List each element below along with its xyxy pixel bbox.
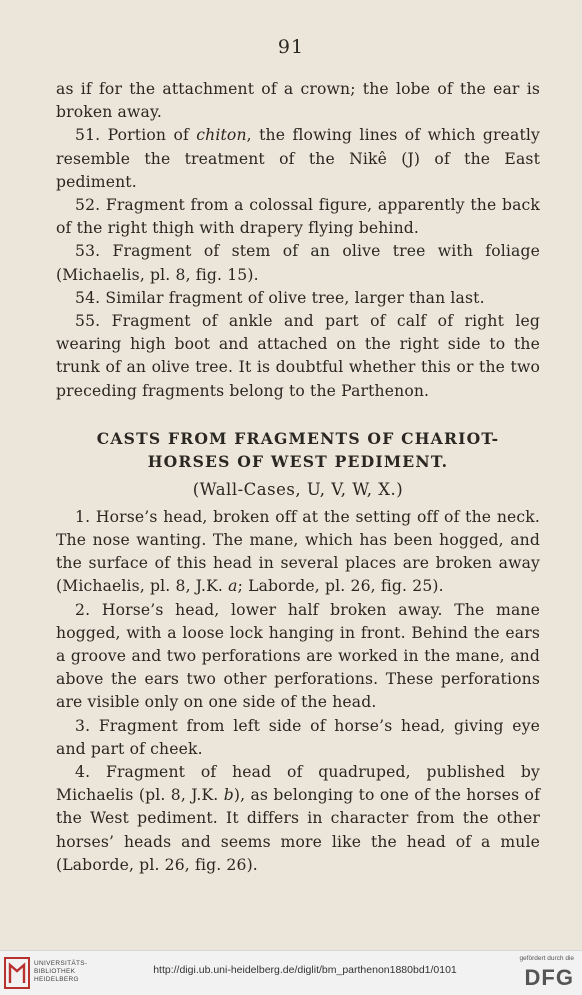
logo-line-1: UNIVERSITÄTS- bbox=[34, 960, 88, 967]
viewer-footer bbox=[0, 950, 582, 995]
paragraph-item-1 bbox=[56, 506, 540, 599]
paragraph-item-2: 2. Horse’s head, lower half broken away. The mane hogged, with a loose lock hanging in front. Behind the ears a groove and two perforations are worked in the mane, and above the ears two other perforations. These perforations are visible only on one side of the head. bbox=[56, 600, 540, 712]
paragraph-item-51 bbox=[56, 124, 540, 194]
library-logo-text bbox=[34, 960, 87, 984]
university-library-logo-icon bbox=[4, 957, 30, 989]
section-subheading: (Wall-Cases, U, V, W, X.) bbox=[192, 479, 404, 499]
dfg-logo: DFG bbox=[524, 965, 574, 990]
paragraph-item-53: 53. Fragment of stem of an olive tree with foliage (Michaelis, pl. 8, fig. 15). bbox=[56, 242, 540, 284]
paragraph-item-4 bbox=[56, 761, 540, 877]
paragraph-item-54: 54. Similar fragment of olive tree, larger than last. bbox=[75, 288, 485, 307]
item-4-italic-letter: b bbox=[223, 786, 234, 805]
paragraph-item-55: 55. Fragment of ankle and part of calf of right leg wearing high boot and attached on the right side to the trunk of an olive tree. It is doubtful whether this or the two preceding fragments belong to the Parthenon. bbox=[56, 312, 540, 400]
page-body bbox=[56, 78, 540, 877]
logo-line-3: HEIDELBERG bbox=[34, 976, 79, 983]
item-1-italic-letter: a bbox=[228, 577, 238, 596]
item-4-text-b: ), as belonging to one of the horses of the West pediment. It differs in character from the other horses’ heads and seems more like the head of a mule (Laborde, pl. 26, fig. 26). bbox=[56, 786, 540, 874]
section-heading-line-1: CASTS FROM FRAGMENTS OF CHARIOT- bbox=[96, 428, 500, 448]
page-number: 91 bbox=[277, 36, 305, 58]
funding-label: gefördert durch die bbox=[519, 955, 574, 962]
paragraph-item-3: 3. Fragment from left side of horse’s head, giving eye and part of cheek. bbox=[56, 716, 540, 758]
item-1-text-a: 1. Horse’s head, broken off at the setting off of the neck. The nose wanting. The mane, which has been hogged, and the surface of this head in several places are broken away (Michaelis, pl. 8, J.K. bbox=[56, 507, 540, 596]
paragraph-continuation: as if for the attachment of a crown; the lobe of the ear is broken away. bbox=[56, 80, 540, 122]
permalink-url[interactable]: http://digi.ub.uni-heidelberg.de/diglit/bm_parthenon1880bd1/0101 bbox=[153, 964, 457, 976]
paragraph-item-52: 52. Fragment from a colossal figure, apparently the back of the right thigh with drapery flying behind. bbox=[56, 196, 540, 238]
item-51-text-a: 51. Portion of bbox=[75, 126, 197, 145]
item-51-text-b: , the flowing lines of which greatly resemble the treatment of the Nikê (J) of the East pediment. bbox=[56, 126, 541, 191]
section-heading-line-2: HORSES OF WEST PEDIMENT. bbox=[147, 452, 449, 472]
item-1-text-b: ; Laborde, pl. 26, fig. 25). bbox=[237, 577, 444, 596]
item-4-text-a: 4. Fragment of head of quadruped, published by Michaelis (pl. 8, J.K. bbox=[56, 763, 540, 805]
logo-line-2: BIBLIOTHEK bbox=[34, 968, 76, 975]
item-51-italic-term: chiton bbox=[196, 126, 247, 145]
